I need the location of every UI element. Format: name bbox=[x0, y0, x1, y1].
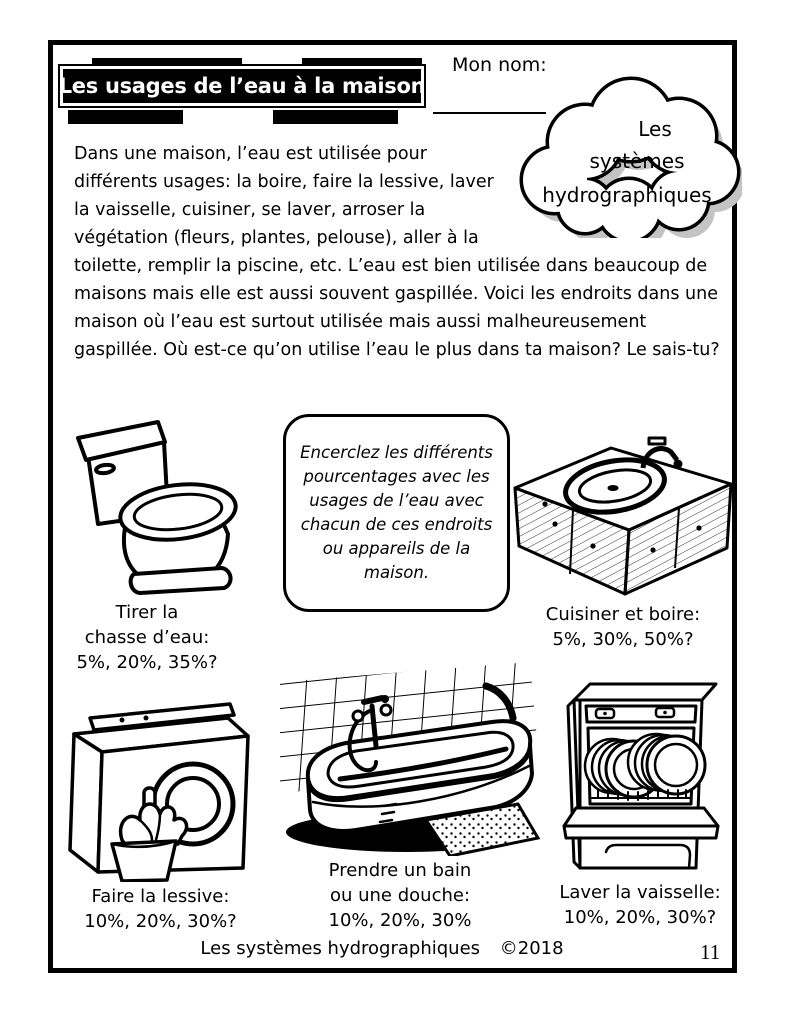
cloud-text-line1: Les bbox=[638, 117, 672, 141]
page-title: Les usages de l’eau à la maison bbox=[63, 69, 421, 103]
footer bbox=[52, 938, 712, 959]
washer-percentage-options[interactable]: 10%, 20%, 30%? bbox=[84, 911, 237, 932]
cloud-wrap-spacer bbox=[499, 140, 724, 236]
bathroom-vanity-illustration bbox=[503, 426, 741, 600]
page-number: 11 bbox=[700, 940, 721, 964]
intro-paragraph: Dans une maison, l’eau est utilisée pour différents usages: la boire, faire la lessive, laver la vaisselle, cuisiner, se laver, arroser la végétation (fleurs, plantes, pelouse), aller à la toilette, remplir la piscine, etc. L’eau est bien utilisée dans beaucoup de maisons mais elle est aussi souvent gaspillée. Voici les endroits dans une maison où l’eau est surtout utilisée mais aussi malheureusement gaspillée. Où est-ce qu’on utilise l’eau le plus dans ta maison? Le sais-tu? bbox=[74, 140, 724, 364]
bathtub-illustration bbox=[278, 660, 540, 856]
washer-caption: Faire la lessive: 10%, 20%, 30%? bbox=[58, 884, 263, 934]
toilet-caption: Tirer la chasse d’eau: 5%, 20%, 35%? bbox=[62, 600, 232, 675]
sink-caption: Cuisiner et boire: 5%, 30%, 50%? bbox=[518, 602, 728, 652]
cloud-text-line3: hydrographiques bbox=[542, 183, 712, 207]
name-label: Mon nom: bbox=[452, 54, 547, 76]
title-banner bbox=[58, 64, 426, 118]
washing-machine-illustration bbox=[60, 698, 258, 882]
cloud-text-line2: systèmes bbox=[589, 149, 685, 173]
toilet-illustration bbox=[58, 410, 265, 600]
sink-percentage-options[interactable]: 5%, 30%, 50%? bbox=[552, 629, 694, 650]
banner-decoration bbox=[273, 110, 398, 124]
toilet-percentage-options[interactable]: 5%, 20%, 35%? bbox=[76, 652, 218, 673]
bathtub-percentage-options[interactable]: 10%, 20%, 30% bbox=[328, 910, 472, 931]
dishwasher-caption: Laver la vaisselle: 10%, 20%, 30%? bbox=[540, 880, 740, 930]
footer-series: Les systèmes hydrographiques bbox=[200, 938, 481, 959]
instruction-text: Encerclez les différents pourcentages avec les usages de l’eau avec chacun de ces endroits ou appareils de la maison. bbox=[300, 443, 493, 582]
instruction-box bbox=[283, 414, 510, 612]
banner-decoration bbox=[68, 110, 183, 124]
dishwasher-illustration bbox=[546, 674, 734, 874]
dishwasher-percentage-options[interactable]: 10%, 20%, 30%? bbox=[563, 907, 717, 928]
bathtub-caption: Prendre un bain ou une douche: 10%, 20%, 30% bbox=[300, 858, 500, 933]
footer-copyright: ©2018 bbox=[499, 938, 564, 959]
